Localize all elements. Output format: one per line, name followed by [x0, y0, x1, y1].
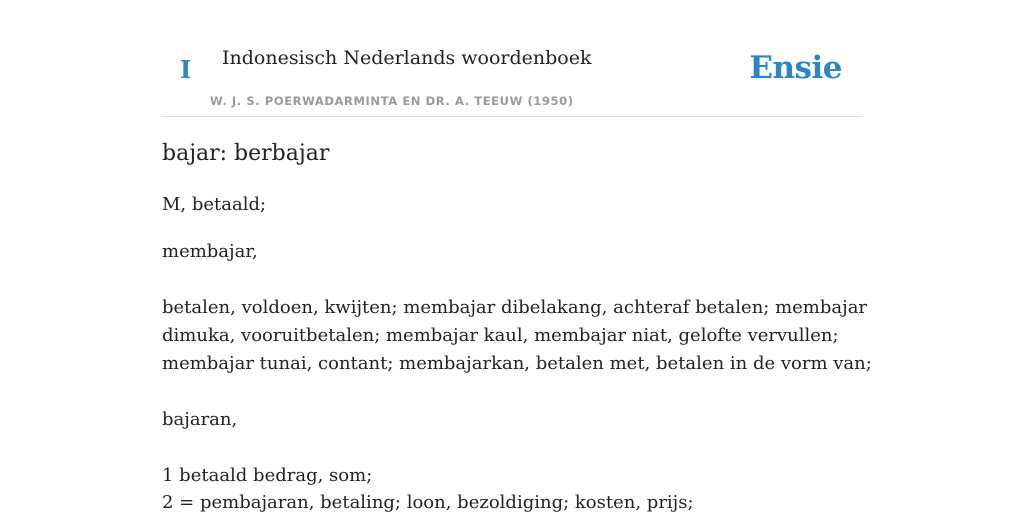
entry-line: betalen, voldoen, kwijten; membajar dibelakang, achteraf betalen; membajar — [162, 297, 868, 318]
entry-line: bajaran, — [162, 409, 238, 430]
entry-line: 1 betaald bedrag, som; — [162, 465, 373, 486]
book-title[interactable]: Indonesisch Nederlands woordenboek — [222, 47, 592, 69]
entry-line: dimuka, vooruitbetalen; membajar kaul, membajar niat, gelofte vervullen; — [162, 325, 839, 346]
entry-line: M, betaald; — [162, 194, 267, 215]
page-header — [162, 0, 862, 117]
entry-line: 2 = pembajaran, betaling; loon, bezoldiging; kosten, prijs; — [162, 492, 694, 512]
book-authors: W. J. S. POERWADARMINTA EN DR. A. TEEUW (1950) — [210, 94, 574, 108]
letter-index-link[interactable]: I — [180, 55, 192, 84]
entry-line: membajar, — [162, 241, 258, 262]
entry-line: membajar tunai, contant; membajarkan, betalen met, betalen in de vorm van; — [162, 353, 872, 374]
site-logo[interactable]: Ensie — [749, 50, 842, 86]
entry-headword: bajar: berbajar — [162, 141, 330, 166]
